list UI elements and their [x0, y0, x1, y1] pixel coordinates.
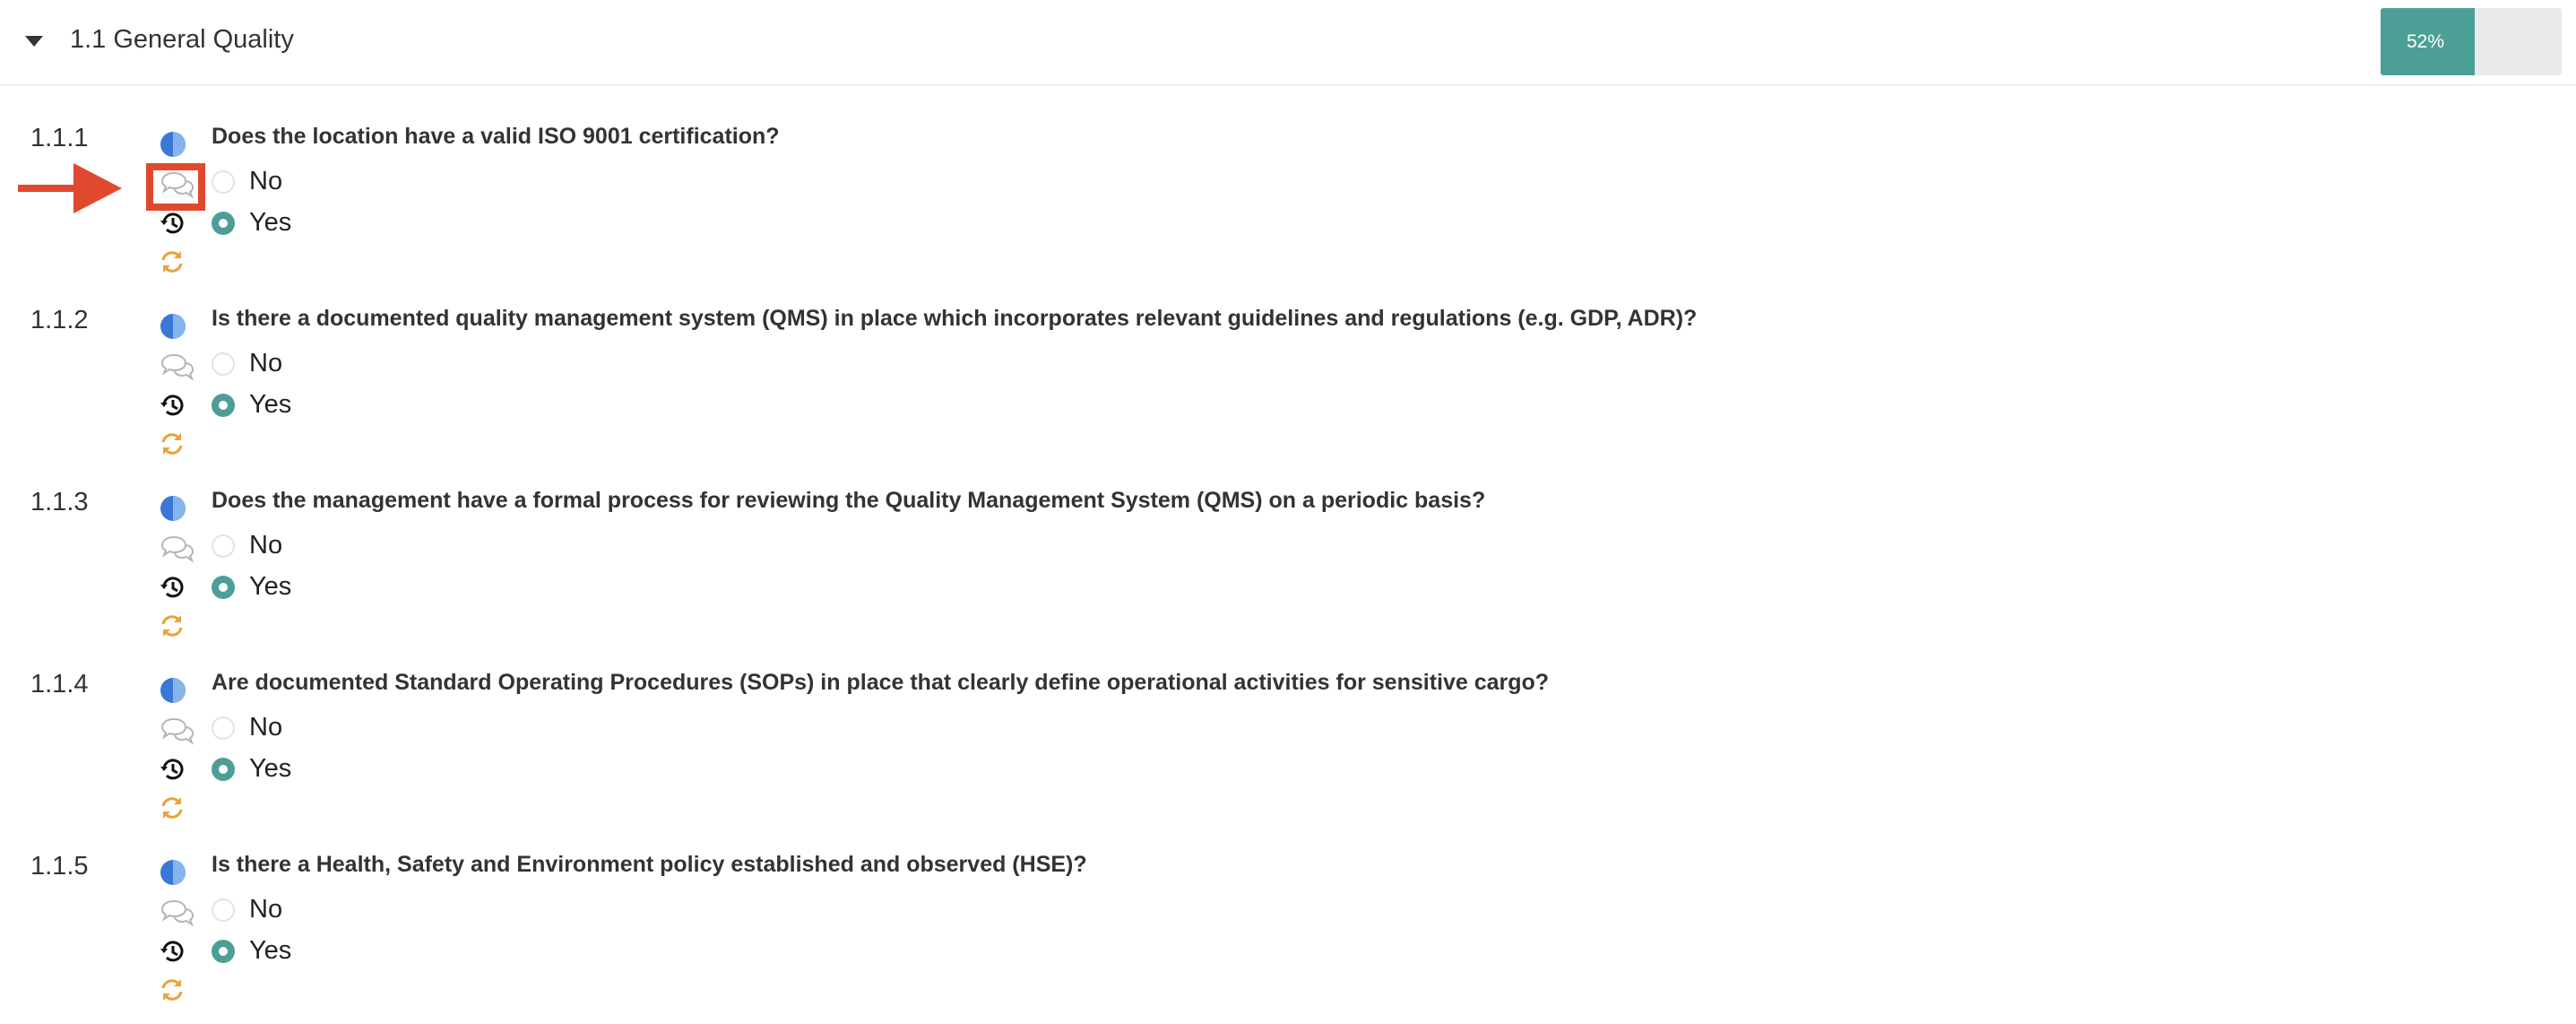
option-no-label: No — [249, 895, 283, 924]
annotation-highlight-box — [146, 163, 205, 211]
refresh-icon[interactable] — [160, 249, 185, 274]
status-icon — [160, 859, 186, 886]
annotation-arrow-icon — [16, 161, 124, 215]
radio-no[interactable] — [212, 898, 235, 922]
option-no-label: No — [249, 713, 283, 742]
radio-no[interactable] — [212, 170, 235, 194]
refresh-icon[interactable] — [160, 613, 185, 638]
status-icon — [160, 495, 186, 522]
question-text: Is there a documented quality management system (QMS) in place which incorporates relevant guidelines and regulations (e.g. GDP, ADR)? — [212, 306, 1698, 331]
section-title: 1.1 General Quality — [70, 25, 294, 54]
radio-yes[interactable] — [212, 212, 235, 235]
refresh-icon[interactable] — [160, 431, 185, 456]
question-number: 1.1.4 — [30, 670, 89, 699]
status-icon — [160, 677, 186, 704]
progress-bar — [2381, 8, 2562, 75]
question-item — [0, 852, 2576, 1024]
question-number: 1.1.1 — [30, 124, 89, 152]
status-icon — [160, 131, 186, 158]
option-yes-label: Yes — [249, 754, 292, 783]
question-text: Does the management have a formal process for reviewing the Quality Management System (QMS) on a periodic basis? — [212, 488, 1486, 513]
question-number: 1.1.5 — [30, 852, 89, 881]
option-yes-label: Yes — [249, 936, 292, 965]
option-no-label: No — [249, 349, 283, 377]
radio-yes[interactable] — [212, 940, 235, 963]
comments-icon[interactable] — [160, 898, 195, 927]
radio-yes[interactable] — [212, 758, 235, 781]
question-text: Does the location have a valid ISO 9001 certification? — [212, 124, 780, 149]
history-icon[interactable] — [160, 392, 186, 419]
question-item — [0, 124, 2576, 306]
radio-no[interactable] — [212, 352, 235, 376]
radio-no[interactable] — [212, 716, 235, 740]
status-icon — [160, 313, 186, 340]
history-icon[interactable] — [160, 574, 186, 601]
radio-yes[interactable] — [212, 394, 235, 417]
question-text: Is there a Health, Safety and Environment policy established and observed (HSE)? — [212, 852, 1087, 877]
history-icon[interactable] — [160, 756, 186, 783]
caret-down-icon[interactable] — [25, 36, 43, 47]
question-item — [0, 488, 2576, 670]
comments-icon[interactable] — [160, 534, 195, 563]
option-yes-label: Yes — [249, 572, 292, 601]
comments-icon[interactable] — [160, 352, 195, 381]
option-no-label: No — [249, 167, 283, 195]
option-yes-label: Yes — [249, 390, 292, 419]
refresh-icon[interactable] — [160, 795, 185, 820]
progress-label: 52% — [2406, 31, 2445, 52]
comments-icon[interactable] — [160, 716, 195, 745]
section-header[interactable] — [0, 0, 2576, 86]
history-icon[interactable] — [160, 210, 186, 237]
option-yes-label: Yes — [249, 208, 292, 237]
question-item — [0, 306, 2576, 488]
option-no-label: No — [249, 531, 283, 560]
question-text: Are documented Standard Operating Procedures (SOPs) in place that clearly define operational activities for sensitive cargo? — [212, 670, 1550, 695]
refresh-icon[interactable] — [160, 977, 185, 1002]
history-icon[interactable] — [160, 938, 186, 965]
radio-yes[interactable] — [212, 576, 235, 599]
question-item — [0, 670, 2576, 852]
question-number: 1.1.3 — [30, 488, 89, 516]
radio-no[interactable] — [212, 534, 235, 558]
question-number: 1.1.2 — [30, 306, 89, 334]
